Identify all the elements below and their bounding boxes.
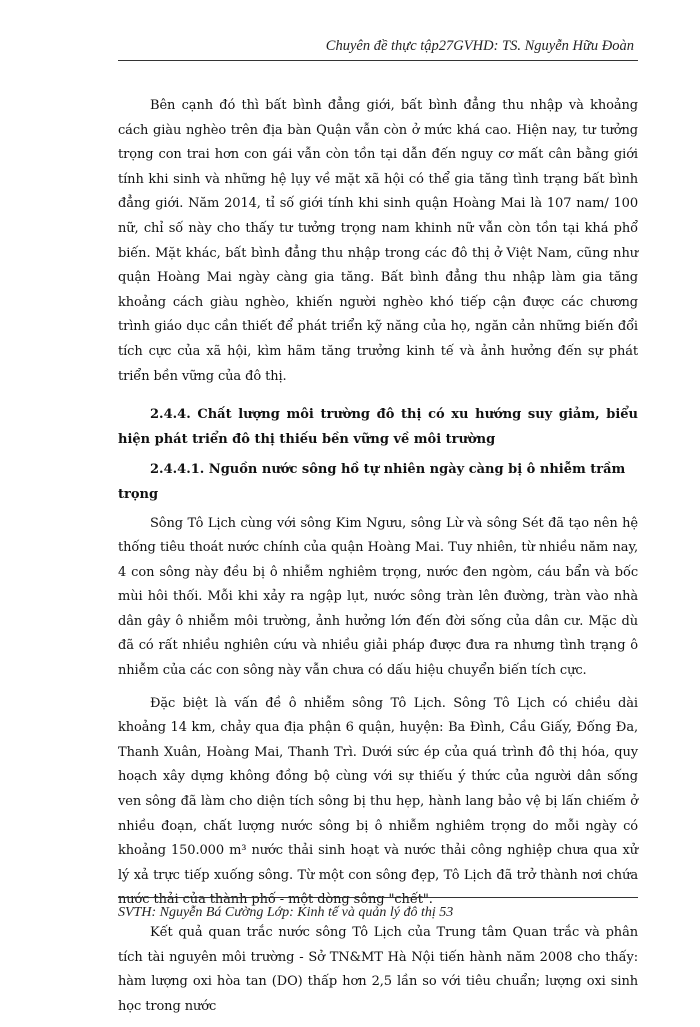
page-body	[118, 94, 638, 1027]
paragraph-to-lich-pollution: Đặc biệt là vấn đề ô nhiễm sông Tô Lịch. Sông Tô Lịch có chiều dài khoảng 14 km, chảy qua địa phận 6 quận, huyện: Ba Đình, Cầu Giấy, Đống Đa, Thanh Xuân, Hoàng Mai, Thanh Trì. Dưới sức ép của quá trình đô thị hóa, quy hoạch xây dựng không đồng bộ cùng với sự thiếu ý thức của người dân sống ven sông đã làm cho diện tích sông bị thu hẹp, hành lang bảo vệ bị lấn chiếm ở nhiều đoạn, chất lượng nước sông bị ô nhiễm nghiêm trọng do mỗi ngày có khoảng 150.000 m³ nước thải sinh hoạt và nước thải công nghiệp chưa qua xử lý xả trực tiếp xuống sông. Từ một con sông đẹp, Tô Lịch đã trở thành nơi chứa nước thải của thành phố - một dòng sông "chết".	[118, 695, 638, 908]
section-heading-2-4-4-1: 2.4.4.1. Nguồn nước sông hồ tự nhiên ngày càng bị ô nhiễm trầm trọng	[118, 462, 626, 502]
page-header-text: Chuyên đề thực tập27GVHD: TS. Nguyễn Hữu Đoàn	[325, 38, 634, 54]
header-divider	[118, 60, 638, 61]
paragraph-monitoring-results: Kết quả quan trắc nước sông Tô Lịch của Trung tâm Quan trắc và phân tích tài nguyên môi trường - Sở TN&MT Hà Nội tiến hành năm 2008 cho thấy: hàm lượng oxi hòa tan (DO) thấp hơn 2,5 lần so với tiêu chuẩn; lượng oxi sinh học trong nước	[118, 925, 638, 1014]
section-heading-2-4-4: 2.4.4. Chất lượng môi trường đô thị có xu hướng suy giảm, biểu hiện phát triển đô thị thiếu bền vững về môi trường	[118, 407, 638, 447]
paragraph-river-system: Sông Tô Lịch cùng với sông Kim Ngưu, sông Lừ và sông Sét đã tạo nên hệ thống tiêu thoát nước chính của quận Hoàng Mai. Tuy nhiên, từ nhiều năm nay, 4 con sông này đều bị ô nhiễm nghiêm trọng, nước đen ngòm, cáu bẩn và bốc mùi hôi thối. Mỗi khi xảy ra ngập lụt, nước sông tràn lên đường, tràn vào nhà dân gây ô nhiễm môi trường, ảnh hưởng lớn đến đời sống của dân cư. Mặc dù đã có rất nhiều nghiên cứu và nhiều giải pháp được đưa ra nhưng tình trạng ô nhiễm của các con sông này vẫn chưa có dấu hiệu chuyển biến tích cực.	[118, 515, 638, 679]
page-footer-text: SVTH: Nguyễn Bá Cường Lớp: Kinh tế và quản lý đô thị 53	[118, 905, 454, 920]
paragraph-inequality: Bên cạnh đó thì bất bình đẳng giới, bất bình đẳng thu nhập và khoảng cách giàu nghèo trên địa bàn Quận vẫn còn ở mức khá cao. Hiện nay, tư tưởng trọng con trai hơn con gái vẫn còn tồn tại dẫn đến nguy cơ mất cân bằng giới tính khi sinh và những hệ lụy về mặt xã hội có thể gia tăng tình trạng bất bình đẳng giới. Năm 2014, tỉ số giới tính khi sinh quận Hoàng Mai là 107 nam/ 100 nữ, chỉ số này cho thấy tư tưởng trọng nam khinh nữ vẫn còn tồn tại khá phổ biến. Mặt khác, bất bình đẳng thu nhập trong các đô thị ở Việt Nam, cũng như quận Hoàng Mai ngày càng gia tăng. Bất bình đẳng thu nhập làm gia tăng khoảng cách giàu nghèo, khiến người nghèo khó tiếp cận được các chương trình giáo dục cần thiết để phát triển kỹ năng của họ, ngăn cản những biến đổi tích cực của xã hội, kìm hãm tăng trưởng kinh tế và ảnh hưởng đến sự phát triển bền vững của đô thị.	[118, 98, 638, 384]
footer-divider	[118, 897, 638, 898]
